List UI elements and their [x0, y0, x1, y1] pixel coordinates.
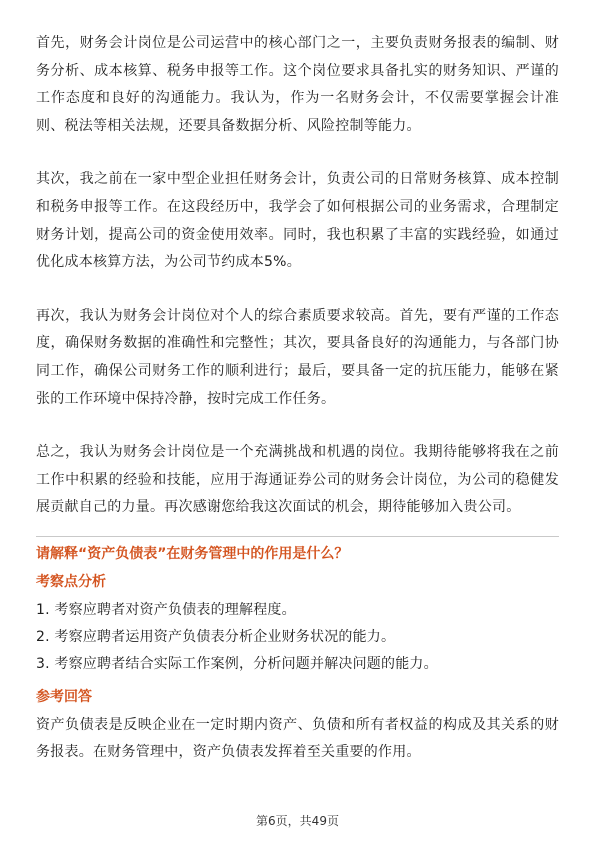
paragraph-3: 再次，我认为财务会计岗位对个人的综合素质要求较高。首先，要有严谨的工作态度，确保财务数据的准确性和完整性；其次，要具备良好的沟通能力，与各部门协同工作，确保公司财务工作的顺利进行；最后，要具备一定的抗压能力，能够在紧张的工作环境中保持冷静，按时完成工作任务。 — [36, 307, 559, 407]
paragraph-1: 首先，财务会计岗位是公司运营中的核心部门之一，主要负责财务报表的编制、财务分析、成本核算、税务申报等工作。这个岗位要求具备扎实的财务知识、严谨的工作态度和良好的沟通能力。我认为，作为一名财务会计，不仅需要掌握会计准则、税法等相关法规，还要具备数据分析、风险控制等能力。 — [36, 35, 559, 134]
analysis-title: 考察点分析 — [36, 573, 106, 590]
reference-answer: 资产负债表是反映企业在一定时期内资产、负债和所有者权益的构成及其关系的财务报表。在财务管理中，资产负债表发挥着至关重要的作用。 — [36, 716, 559, 761]
page-number-footer: 第6页，共49页 — [256, 814, 339, 828]
analysis-list — [36, 597, 559, 678]
document-page — [36, 30, 559, 767]
reference-title: 参考回答 — [36, 688, 92, 705]
question-heading: 请解释“资产负债表”在财务管理中的作用是什么？ — [36, 545, 349, 562]
paragraph-2: 其次，我之前在一家中型企业担任财务会计，负责公司的日常财务核算、成本控制和税务申报等工作。在这段经历中，我学会了如何根据公司的业务需求，合理制定财务计划，提高公司的资金使用效率。同时，我也积累了丰富的实践经验，如通过优化成本核算方法，为公司节约成本5%。 — [36, 171, 559, 271]
analysis-item: 2. 考察应聘者运用资产负债表分析企业财务状况的能力。 — [36, 628, 396, 645]
section-divider — [36, 536, 559, 537]
analysis-item: 1. 考察应聘者对资产负债表的理解程度。 — [36, 601, 296, 618]
paragraph-4: 总之，我认为财务会计岗位是一个充满挑战和机遇的岗位。我期待能够将我在之前工作中积累的经验和技能，应用于海通证券公司的财务会计岗位，为公司的稳健发展贡献自己的力量。再次感谢您给我这次面试的机会，期待能够加入贵公司。 — [36, 444, 559, 516]
analysis-item: 3. 考察应聘者结合实际工作案例，分析问题并解决问题的能力。 — [36, 655, 438, 672]
